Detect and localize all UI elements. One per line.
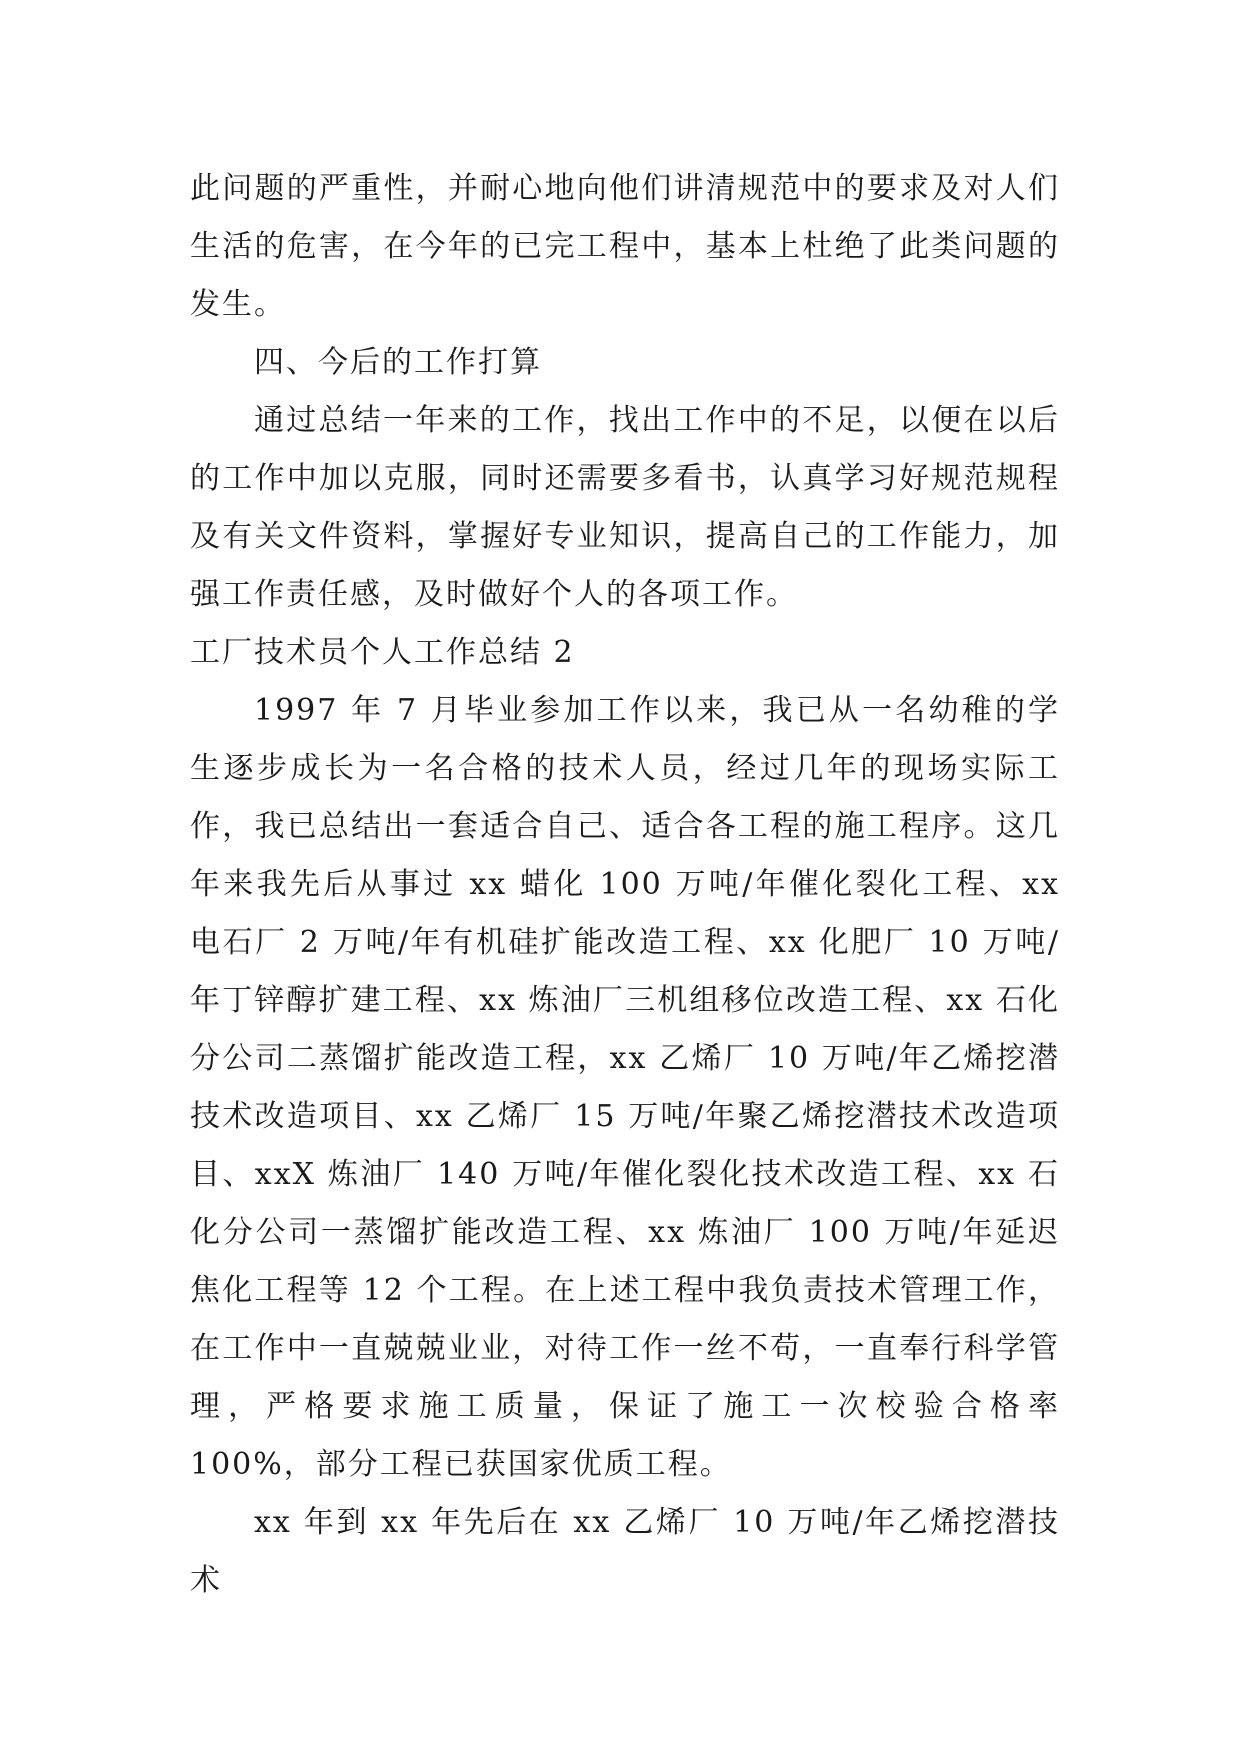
paragraph-continuation: 此问题的严重性，并耐心地向他们讲清规范中的要求及对人们生活的危害，在今年的已完工程中，基本上杜绝了此类问题的发生。: [190, 171, 1060, 322]
paragraph-future-plans: 通过总结一年来的工作，找出工作中的不足，以便在以后的工作中加以克服，同时还需要多看书，认真学习好规范规程及有关文件资料，掌握好专业知识，提高自己的工作能力，加强工作责任感，及时做好个人的各项工作。: [190, 403, 1060, 612]
paragraph-work-history: 1997 年 7 月毕业参加工作以来，我已从一名幼稚的学生逐步成长为一名合格的技术人员，经过几年的现场实际工作，我已总结出一套适合自己、适合各工程的施工程序。这几年来我先后从事过 xx 蜡化 100 万吨/年催化裂化工程、xx 电石厂 2 万吨/年有机硅扩能改造工程、xx 化肥厂 10 万吨/年丁锌醇扩建工程、xx 炼油厂三机组移位改造工程、xx 石化分公司二蒸馏扩能改造工程，xx 乙烯厂 10 万吨/年乙烯挖潜技术改造项目、xx 乙烯厂 15 万吨/年聚乙烯挖潜技术改造项目、xxX 炼油厂 140 万吨/年催化裂化技术改造工程、xx 石化分公司一蒸馏扩能改造工程、xx 炼油厂 100 万吨/年延迟焦化工程等 12 个工程。在上述工程中我负责技术管理工作，在工作中一直兢兢业业，对待工作一丝不苟，一直奉行科学管理，严格要求施工质量，保证了施工一次校验合格率 100%，部分工程已获国家优质工程。: [190, 693, 1060, 1482]
document-body: [190, 160, 1060, 1610]
paragraph-project-start: xx 年到 xx 年先后在 xx 乙烯厂 10 万吨/年乙烯挖潜技术: [190, 1505, 1060, 1598]
section-heading-future-plans: 四、今后的工作打算: [254, 345, 542, 380]
document-title-summary-2: 工厂技术员个人工作总结 2: [190, 635, 575, 670]
